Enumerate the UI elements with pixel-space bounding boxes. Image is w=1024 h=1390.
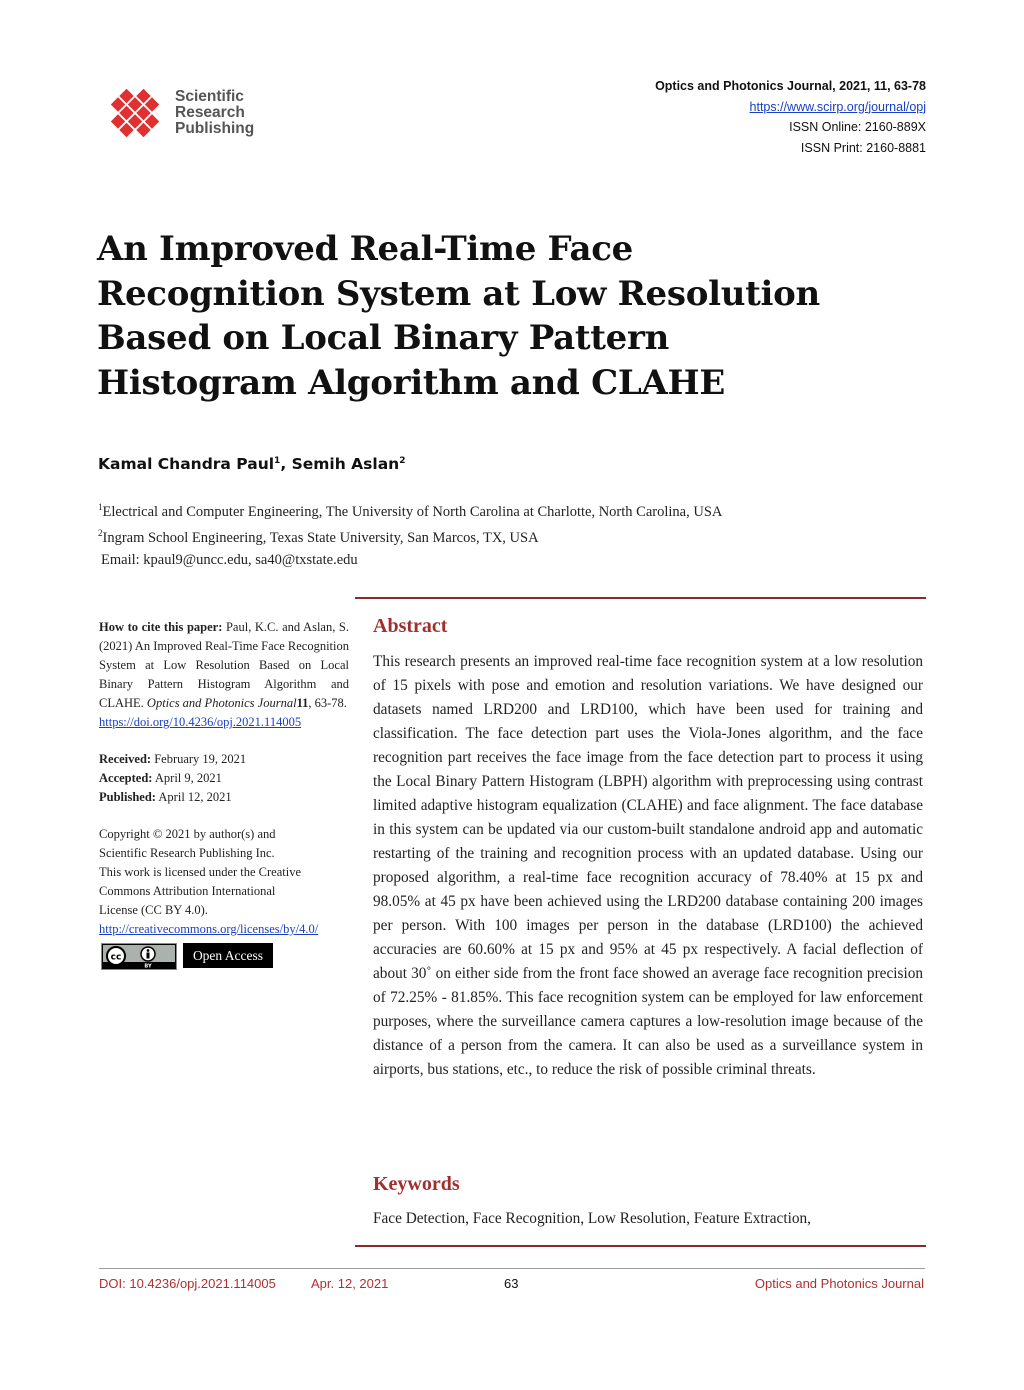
author-name: Kamal Chandra Paul bbox=[98, 455, 275, 473]
affiliations bbox=[98, 497, 722, 571]
publisher-name bbox=[175, 89, 254, 137]
journal-url-link[interactable]: https://www.scirp.org/journal/opj bbox=[749, 99, 926, 114]
publisher-logo bbox=[100, 75, 270, 155]
author-name: Semih Aslan bbox=[291, 455, 400, 473]
license-badges bbox=[99, 943, 349, 969]
affiliation-line: $^1$Electrical and Computer Engineering, The University of North Carolina at Charlotte, North Carolina, USA bbox=[98, 502, 723, 520]
journal-citation: Optics and Photonics Journal, 2021, 11, 63-78 bbox=[655, 79, 926, 93]
abstract-heading: Abstract bbox=[373, 615, 448, 637]
abstract-body: This research presents an improved real-time face recognition system at a low resolution of 15 pixels with pose and emotion and resolution variations. We have designed our datasets named LRD200 and LRD100, which have been used for training and classification. The face detection part uses the Viola-Jones algorithm, and the face recognition part receives the face image from the face detection part to process it using the Local Binary Pattern Histogram (LBPH) algorithm with preprocessing using contrast limited adaptive histogram equalization (CLAHE) and face alignment. The face database in this system can be updated via our custom-built standalone android app and automatic restarting of the training and recognition process with an updated database. Using our proposed algorithm, a real-time face recognition accuracy of 78.40% at 15 px and 98.05% at 45 px have been achieved using the LRD200 database containing 200 images per person. With 100 images per person in the database (LRD100) the achieved accuracies are 60.60% at 15 px and 95% at 45 px respectively. A facial deflection of about 30˚ on either side from the front face showed an average face recognition precision of 72.25% - 81.85%. This face recognition system can be employed for law enforcement purposes, where the surveillance camera captures a low-resolution image because of the distance of a person from the camera. It can also be used as a surveillance system in airports, bus stations, etc., to reduce the risk of possible criminal threats. bbox=[373, 653, 923, 1078]
open-access-badge: Open Access bbox=[183, 943, 273, 968]
publisher-name-line: Research bbox=[175, 104, 245, 121]
abstract-top-rule bbox=[355, 597, 926, 599]
author-affiliation-marker: 2 bbox=[399, 455, 406, 466]
accepted-date: Accepted: April 9, 2021 bbox=[99, 771, 222, 785]
page-number: 63 bbox=[504, 1276, 519, 1291]
cc-by-badge-icon[interactable] bbox=[101, 943, 177, 970]
footer-divider bbox=[99, 1268, 925, 1269]
keywords-list: Face Detection, Face Recognition, Low Resolution, Feature Extraction, bbox=[373, 1210, 811, 1227]
footer-doi: DOI: 10.4236/opj.2021.114005 bbox=[99, 1276, 276, 1291]
keywords-bottom-rule bbox=[355, 1245, 926, 1247]
article-sidebar bbox=[99, 618, 349, 969]
publisher-name-line: Scientific bbox=[175, 88, 244, 105]
footer-date: Apr. 12, 2021 bbox=[311, 1276, 389, 1291]
how-to-cite-volume: 11 bbox=[296, 696, 309, 710]
how-to-cite-pages: , 63-78. bbox=[308, 696, 347, 710]
red-diamond-grid-icon bbox=[100, 75, 170, 151]
copyright-notice: Copyright © 2021 by author(s) and Scientific Research Publishing Inc. This work is licensed under the Creative Commons Attribution International License (CC BY 4.0). http://creativecommons.org/licenses/by/4.0/ bbox=[99, 827, 319, 936]
author-email: Email: kpaul9@uncc.edu, sa40@txstate.edu bbox=[101, 551, 358, 568]
publisher-name-line: Publishing bbox=[175, 120, 255, 137]
how-to-cite-label: How to cite this paper: bbox=[99, 620, 223, 634]
journal-info bbox=[655, 76, 926, 158]
how-to-cite-journal: Optics and Photonics Journal bbox=[146, 696, 297, 710]
how-to-cite-text: Paul, K.C. and Aslan, S. (2021) An Improved Real-Time Face Recognition System at Low Resolution Based on Local Binary Pattern Histogram Algorithm and CLAHE. bbox=[99, 620, 350, 710]
article-dates bbox=[99, 750, 349, 807]
published-date: Published: April 12, 2021 bbox=[99, 790, 232, 804]
svg-text:cc: cc bbox=[110, 952, 122, 963]
author-affiliation-marker: 1 bbox=[274, 455, 281, 466]
keywords-heading: Keywords bbox=[373, 1173, 460, 1195]
issn-online: ISSN Online: 2160-889X bbox=[789, 120, 926, 134]
affiliation-line: $^2$Ingram School Engineering, Texas State University, San Marcos, TX, USA bbox=[98, 528, 539, 547]
how-to-cite bbox=[99, 618, 349, 732]
author-list bbox=[98, 455, 405, 473]
affiliation-marker: 1 bbox=[98, 502, 103, 512]
svg-text:BY: BY bbox=[144, 963, 152, 970]
issn-print: ISSN Print: 2160-8881 bbox=[800, 140, 926, 155]
paper-title: An Improved Real-Time Face Recognition System at Low Resolution Based on Local Binary Pattern Histogram Algorithm and CLAHE bbox=[97, 229, 820, 403]
footer-journal: Optics and Photonics Journal bbox=[754, 1276, 924, 1291]
author-separator: , bbox=[280, 455, 292, 473]
received-date: Received: February 19, 2021 bbox=[99, 752, 247, 766]
doi-link[interactable]: https://doi.org/10.4236/opj.2021.114005 bbox=[99, 715, 302, 729]
affiliation-marker: 2 bbox=[98, 528, 103, 539]
license-link[interactable]: http://creativecommons.org/licenses/by/4.0/ bbox=[99, 922, 319, 936]
